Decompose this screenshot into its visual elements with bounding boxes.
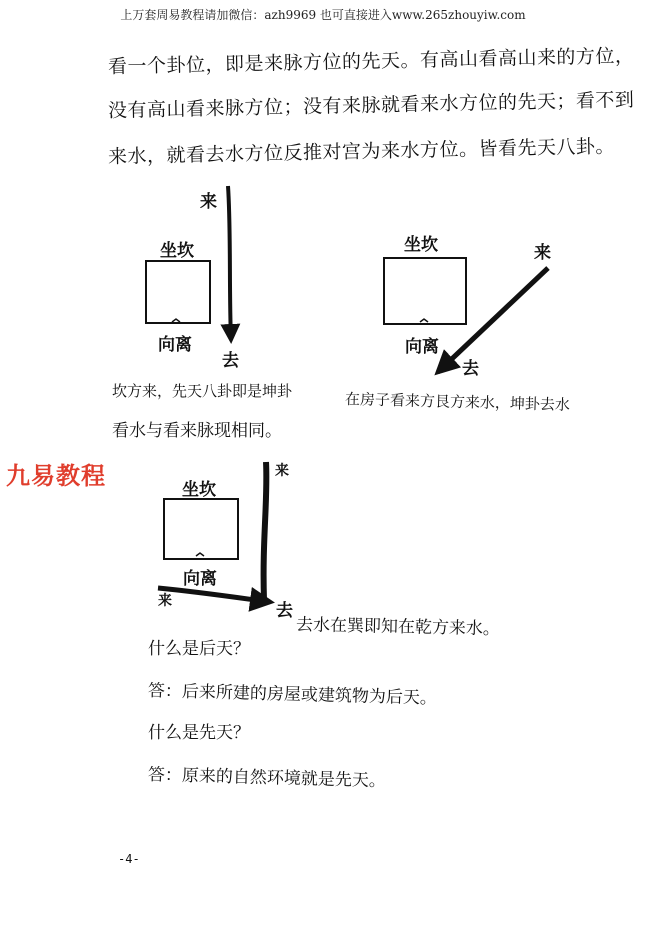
diagram1-bottom-label: 向离 bbox=[158, 335, 192, 355]
diagram3-go-label: 去 bbox=[276, 601, 293, 621]
question-1: 什么是后天？ bbox=[148, 639, 250, 659]
watermark-logo: 九易教程 bbox=[6, 462, 106, 490]
diagram1-top-label: 坐坎 bbox=[160, 241, 194, 261]
diagram3-caption: 去水在巽即知在乾方来水。 bbox=[295, 615, 501, 640]
diagram2-caption: 在房子看来方艮方来水，坤卦去水 bbox=[344, 390, 571, 414]
intro-line-3: 来水，就看去水方位反推对宫为来水方位。皆看先天八卦。 bbox=[107, 135, 616, 168]
diagram2-house bbox=[383, 257, 467, 325]
diagram3-vertical-line bbox=[264, 462, 267, 600]
diagram3-come-label-top: 来 bbox=[275, 463, 289, 479]
page-header: 上万套周易教程请加微信：azh9969 也可直接进入www.265zhouyiw.com bbox=[120, 8, 526, 22]
diagram1-house bbox=[145, 260, 211, 324]
diagram3-house bbox=[163, 498, 239, 560]
diagram2-top-label: 坐坎 bbox=[404, 235, 438, 255]
diagram3-come-label-left: 来 bbox=[158, 593, 172, 609]
intro-line-1: 看一个卦位，即是来脉方位的先天。有高山看高山来的方位， bbox=[107, 44, 635, 78]
diagram3-top-label: 坐坎 bbox=[182, 480, 216, 500]
diagram3-bottom-label: 向离 bbox=[183, 569, 217, 589]
diagram1-go-label: 去 bbox=[222, 351, 239, 371]
intro-line-2: 没有高山看来脉方位；没有来脉就看来水方位的先天；看不到 bbox=[107, 88, 635, 122]
diagram2-bottom-label: 向离 bbox=[405, 337, 439, 357]
note-text: 看水与看来脉现相同。 bbox=[112, 421, 282, 441]
diagram3-horizontal-line bbox=[158, 588, 270, 602]
question-2: 什么是先天？ bbox=[148, 723, 250, 743]
answer-2: 答：原来的自然环境就是先天。 bbox=[147, 765, 387, 792]
diagram1-caption: 坎方来，先天八卦即是坤卦 bbox=[112, 382, 293, 400]
page-number: -4- bbox=[118, 852, 140, 866]
answer-1: 答：后来所建的房屋或建筑物为后天。 bbox=[147, 681, 438, 709]
diagram2-go-label: 去 bbox=[462, 359, 479, 379]
diagram1-flow-line bbox=[228, 186, 231, 340]
diagram1-come-label: 来 bbox=[200, 192, 217, 212]
diagram2-come-label: 来 bbox=[534, 243, 551, 263]
